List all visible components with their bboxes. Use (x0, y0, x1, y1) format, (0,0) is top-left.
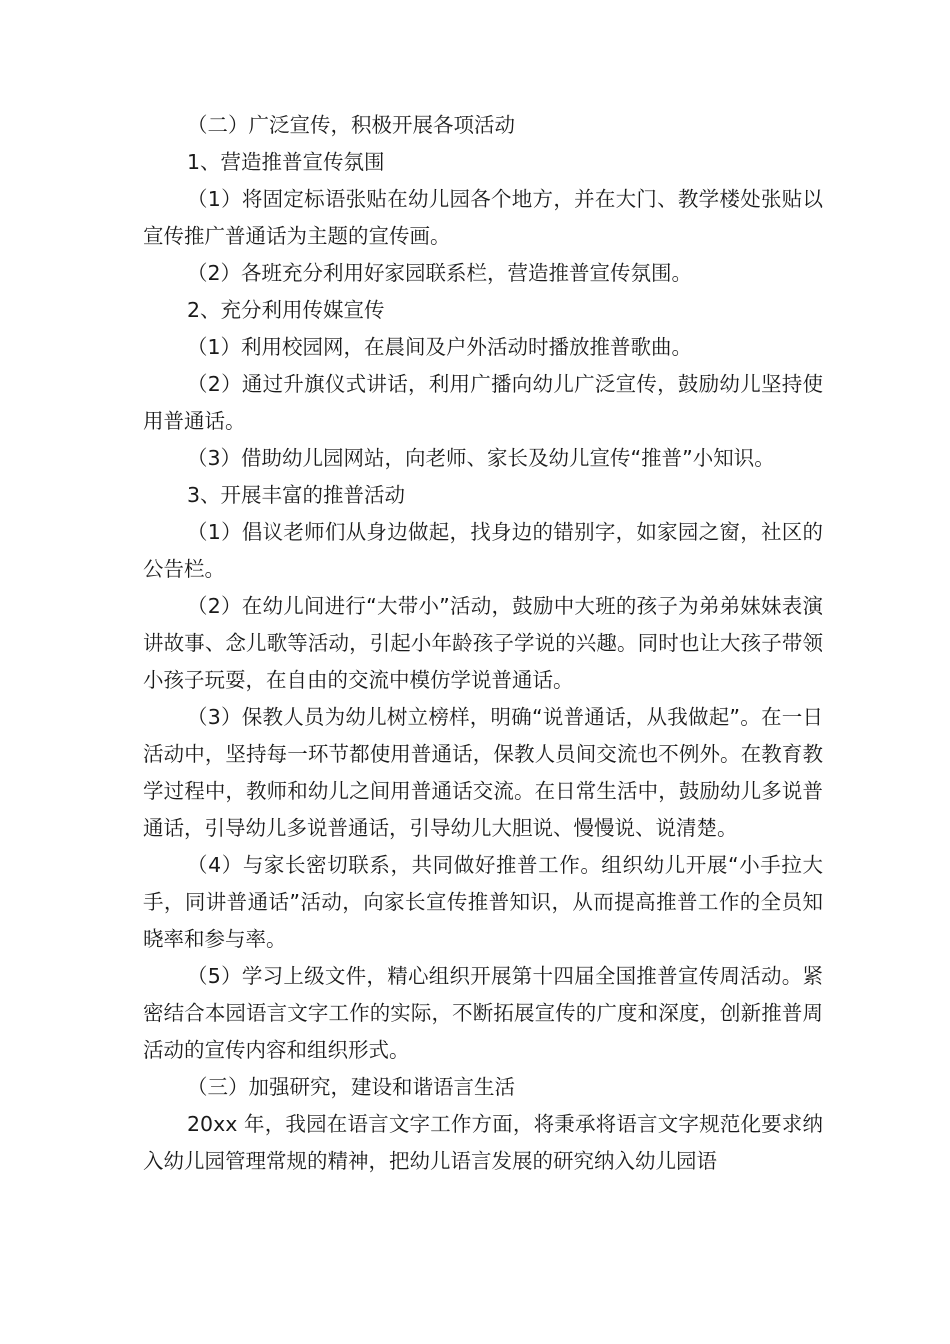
paragraph-big-helps-small: （2）在幼儿间进行“大带小”活动，鼓励中大班的孩子为弟弟妹妹表演讲故事、念儿歌等活动，引起小年龄孩子学说的兴趣。同时也让大孩子带领小孩子玩耍，在自由的交流中模仿学说普通话。 (143, 594, 823, 692)
paragraph-promotion-week: （5）学习上级文件，精心组织开展第十四届全国推普宣传周活动。紧密结合本园语言文字工作的实际，不断拓展宣传的广度和深度，创新推普周活动的宣传内容和组织形式。 (143, 964, 823, 1062)
subsection-heading-activities: 3、开展丰富的推普活动 (187, 483, 406, 507)
section-heading-research: （三）加强研究，建设和谐语言生活 (187, 1075, 515, 1099)
subsection-heading-atmosphere: 1、营造推普宣传氛围 (187, 150, 385, 174)
paragraph-slogans: （1）将固定标语张贴在幼儿园各个地方，并在大门、教学楼处张贴以宣传推广普通话为主题的宣传画。 (143, 187, 823, 248)
paragraph-parents: （4）与家长密切联系，共同做好推普工作。组织幼儿开展“小手拉大手，同讲普通话”活动，向家长宣传推普知识，从而提高推普工作的全员知晓率和参与率。 (143, 853, 823, 951)
document-body (143, 107, 823, 1180)
paragraph-contact-board: （2）各班充分利用好家园联系栏，营造推普宣传氛围。 (187, 261, 693, 285)
paragraph-campus-network: （1）利用校园网，在晨间及户外活动时播放推普歌曲。 (187, 335, 693, 359)
paragraph-role-model: （3）保教人员为幼儿树立榜样，明确“说普通话，从我做起”。在一日活动中，坚持每一环节都使用普通话，保教人员间交流也不例外。在教育教学过程中，教师和幼儿之间用普通话交流。在日常生活中，鼓励幼儿多说普通话，引导幼儿多说普通话，引导幼儿大胆说、慢慢说、说清楚。 (143, 705, 823, 840)
paragraph-website: （3）借助幼儿园网站，向老师、家长及幼儿宣传“推普”小知识。 (187, 446, 775, 470)
paragraph-year-plan: 20xx 年，我园在语言文字工作方面，将秉承将语言文字规范化要求纳入幼儿园管理常规的精神，把幼儿语言发展的研究纳入幼儿园语 (143, 1112, 823, 1173)
subsection-heading-media: 2、充分利用传媒宣传 (187, 298, 385, 322)
paragraph-typo-hunt: （1）倡议老师们从身边做起，找身边的错别字，如家园之窗，社区的公告栏。 (143, 520, 823, 581)
section-heading-publicity: （二）广泛宣传，积极开展各项活动 (187, 113, 515, 137)
paragraph-flag-ceremony: （2）通过升旗仪式讲话，利用广播向幼儿广泛宣传，鼓励幼儿坚持使用普通话。 (143, 372, 823, 433)
